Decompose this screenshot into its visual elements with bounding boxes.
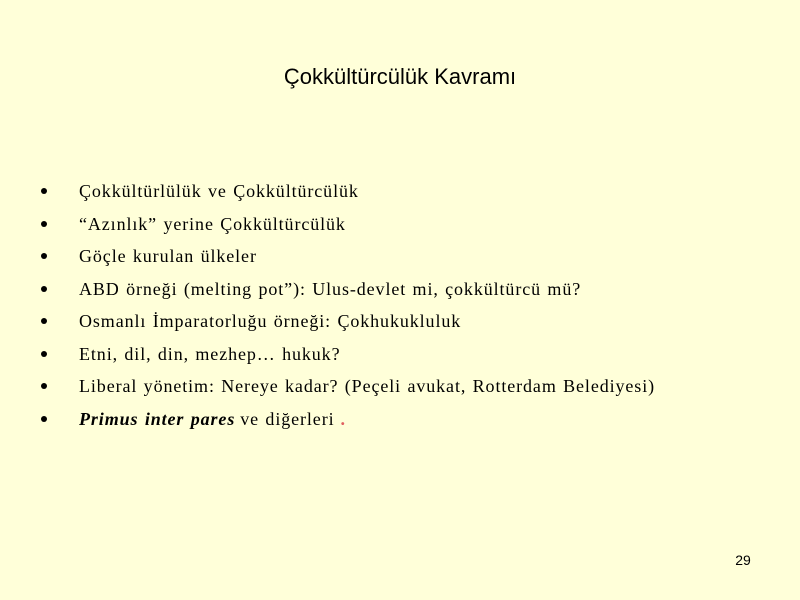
bullet-text: Göçle kurulan ülkeler (79, 246, 257, 266)
bullet-text: Etni, dil, din, mezhep… hukuk? (79, 343, 341, 364)
bullet-text: “Azınlık” yerine Çokkültürcülük (79, 213, 346, 234)
bullet-item (0, 175, 800, 208)
bullet-item (0, 208, 800, 241)
bullet-list (0, 175, 800, 435)
bullet-emphasis-text: Primus inter pares (79, 408, 236, 429)
bullet-marker (41, 221, 47, 227)
bullet-item (0, 273, 800, 306)
bullet-text: Osmanlı İmparatorluğu örneği: Çokhukukluluk (79, 311, 462, 331)
bullet-marker (41, 351, 47, 357)
bullet-marker (41, 318, 47, 324)
bullet-text: Çokkültürlülük ve Çokkültürcülük (79, 181, 359, 201)
bullet-item (0, 240, 800, 273)
slide-title: Çokkültürcülük Kavramı (283, 64, 517, 89)
bullet-text: Liberal yönetim: Nereye kadar? (Peçeli avukat, Rotterdam Belediyesi) (79, 376, 655, 396)
bullet-item (0, 305, 800, 338)
bullet-text: ve diğerleri (240, 408, 335, 429)
bullet-marker (41, 253, 47, 259)
bullet-marker (41, 383, 47, 389)
bullet-marker (41, 416, 47, 422)
bullet-marker (41, 188, 47, 194)
bullet-item-final (0, 403, 800, 436)
bullet-item (0, 370, 800, 403)
bullet-item (0, 338, 800, 371)
bullet-text: ABD örneği (melting pot”): Ulus-devlet mi, çokkültürcü mü? (79, 278, 582, 299)
bullet-marker (41, 286, 47, 292)
page-number: 29 (735, 552, 751, 568)
accent-mark: . (340, 408, 346, 429)
